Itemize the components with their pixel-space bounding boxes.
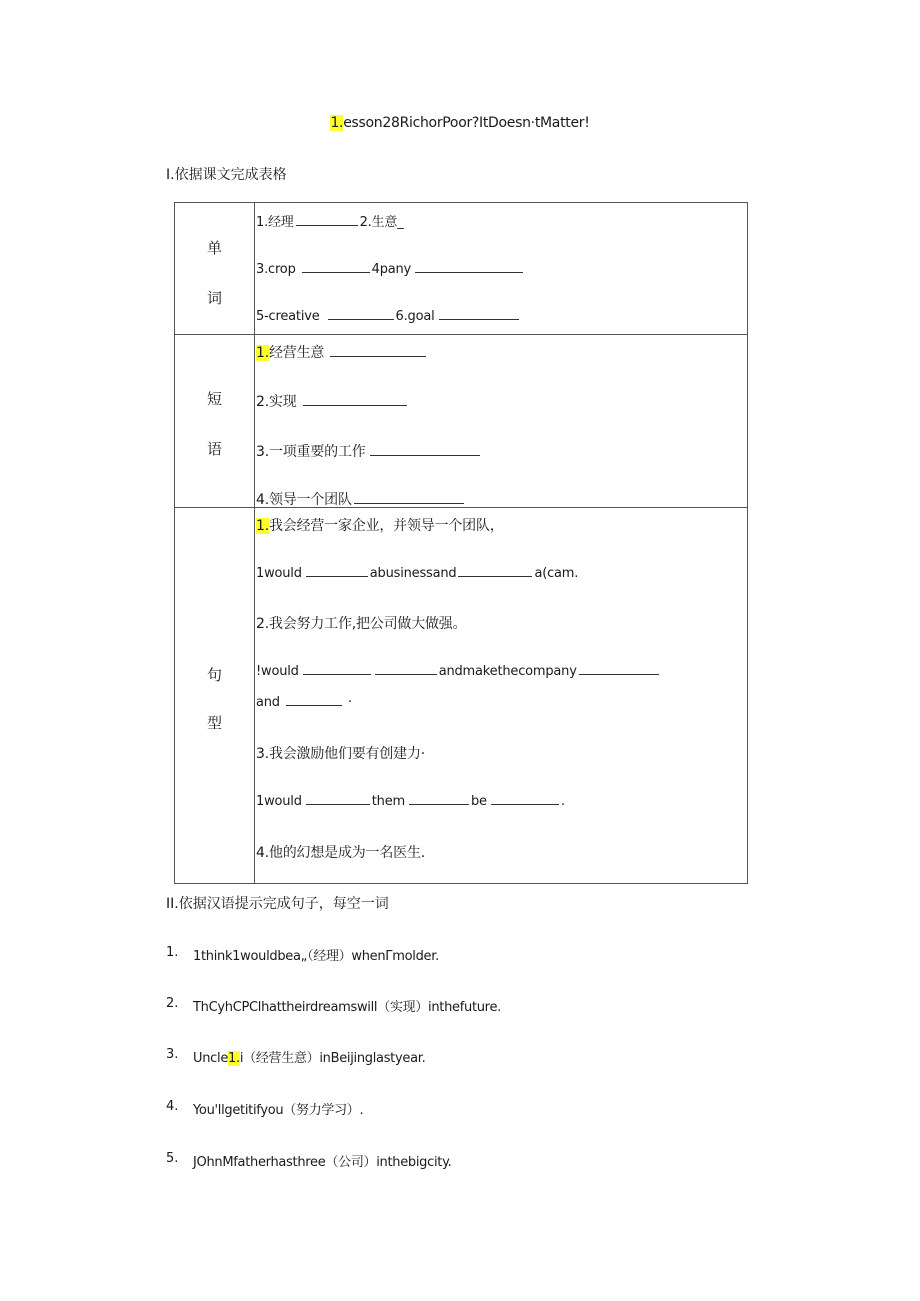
phrase-2-blank[interactable]: [303, 393, 407, 406]
question-2-text: ThCyhCPClhattheirdreamswill（实现）inthefuture.: [193, 1000, 501, 1015]
sentences-label-2: 型: [206, 714, 222, 732]
sentence-2-answer: [256, 662, 661, 679]
words-content-cell: [255, 203, 748, 335]
word-5: [256, 307, 521, 324]
s2-blank-2[interactable]: [375, 662, 437, 675]
sentence-2: 2.我会努力工作,把公司做大做强。: [256, 616, 467, 632]
phrase-1-blank[interactable]: [330, 344, 426, 357]
s2d-text: ·: [347, 695, 352, 710]
s1a-text: 1would: [256, 566, 302, 581]
sentence-3: 3.我会激励他们要有创建力·: [256, 746, 426, 762]
question-3-highlight: 1.: [228, 1051, 240, 1066]
question-3-pre: Uncle: [193, 1051, 229, 1066]
sentence-1: [256, 515, 504, 535]
word-6-blank[interactable]: [439, 307, 519, 320]
s3-blank-1[interactable]: [306, 792, 370, 805]
sentence-4: 4.他的幻想是成为一名医生.: [256, 845, 426, 861]
phrases-label-2: 语: [206, 440, 222, 458]
phrase-3-text: 3.一项重要的工作: [256, 444, 366, 460]
word-3-text: 3.crop: [256, 262, 296, 277]
phrases-label-cell: [175, 335, 255, 508]
word-5-text: 5-creative: [256, 309, 320, 324]
question-1-number: 1.: [166, 945, 179, 960]
page-title: [0, 115, 920, 131]
question-4-text: You'llgetitifyou（努力学习）.: [193, 1103, 364, 1118]
part1-heading: I.依据课文完成表格: [166, 167, 287, 183]
s3d-text: .: [560, 794, 565, 809]
sentence-3-answer: [256, 792, 565, 809]
sentence-1-text: 我会经营一家企业，并领导一个团队，: [268, 518, 504, 534]
s2-blank-4[interactable]: [286, 693, 342, 706]
s1-blank-2[interactable]: [458, 564, 532, 577]
question-1-text: 1think1wouldbea„（经理）whenΓmolder.: [193, 949, 439, 964]
s1-blank-1[interactable]: [306, 564, 368, 577]
words-row: [175, 203, 749, 335]
question-5-text: JOhnMfatherhasthree（公司）inthebigcity.: [193, 1155, 452, 1170]
part2-heading: II.依据汉语提示完成句子，每空一词: [166, 896, 389, 912]
s2-blank-1[interactable]: [303, 662, 371, 675]
word-1-blank[interactable]: [296, 213, 358, 226]
sentence-1-answer: [256, 564, 578, 581]
word-4-blank[interactable]: [415, 260, 523, 273]
s3a-text: 1would: [256, 794, 302, 809]
vocab-table: [174, 202, 749, 884]
sentence-1-highlight: 1.: [256, 518, 269, 534]
word-6-text: 6.goal: [395, 309, 435, 324]
word-3: [256, 260, 525, 277]
question-4-number: 4.: [166, 1099, 179, 1114]
phrase-1-text: 经营生意: [268, 345, 325, 361]
word-1: [256, 211, 404, 230]
phrase-3-blank[interactable]: [370, 443, 480, 456]
phrase-3: [256, 441, 482, 461]
s3-blank-3[interactable]: [491, 792, 559, 805]
s2b-text: andmakethecompany: [438, 664, 577, 679]
words-label-1: 单: [206, 239, 222, 257]
title-text: esson28RichorPoor?ItDoesn·tMatter!: [343, 115, 590, 131]
sentences-row: [175, 508, 749, 884]
question-2-number: 2.: [166, 996, 179, 1011]
title-highlight: 1.: [330, 115, 344, 131]
sentences-label-1: 句: [206, 666, 222, 684]
word-2-text: 2.生意_: [359, 215, 404, 230]
s1c-text: a(cam.: [534, 566, 579, 581]
words-label-cell: [175, 203, 255, 335]
words-label-2: 词: [206, 289, 222, 307]
phrases-content-cell: [255, 335, 748, 508]
s3c-text: be: [470, 794, 487, 809]
word-4-text: 4pany: [371, 262, 412, 277]
phrase-1: [256, 342, 428, 362]
phrase-2: [256, 391, 409, 411]
phrases-label-1: 短: [206, 390, 222, 408]
question-3-number: 3.: [166, 1047, 179, 1062]
sentences-content-cell: [255, 508, 748, 884]
phrase-2-text: 2.实现: [256, 394, 297, 410]
s3-blank-2[interactable]: [409, 792, 469, 805]
s2c-text: and: [256, 695, 280, 710]
word-5-blank[interactable]: [328, 307, 394, 320]
question-3-text: [193, 1047, 425, 1066]
word-3-blank[interactable]: [302, 260, 370, 273]
sentence-2-answer-cont: [256, 693, 352, 710]
question-3-post: i（经营生意）inBeijinglastyear.: [239, 1051, 426, 1066]
s3b-text: them: [371, 794, 405, 809]
s1b-text: abusinessand: [369, 566, 457, 581]
sentences-label-cell: [175, 508, 255, 884]
question-5-number: 5.: [166, 1151, 179, 1166]
s2-blank-3[interactable]: [579, 662, 659, 675]
phrase-4: [256, 489, 466, 509]
s2a-text: !would: [256, 664, 299, 679]
phrase-1-highlight: 1.: [256, 345, 269, 361]
phrases-row: [175, 335, 749, 508]
phrase-4-blank[interactable]: [354, 491, 464, 504]
word-1-text: 1.经理: [256, 215, 294, 230]
phrase-4-text: 4.领导一个团队: [256, 492, 352, 508]
